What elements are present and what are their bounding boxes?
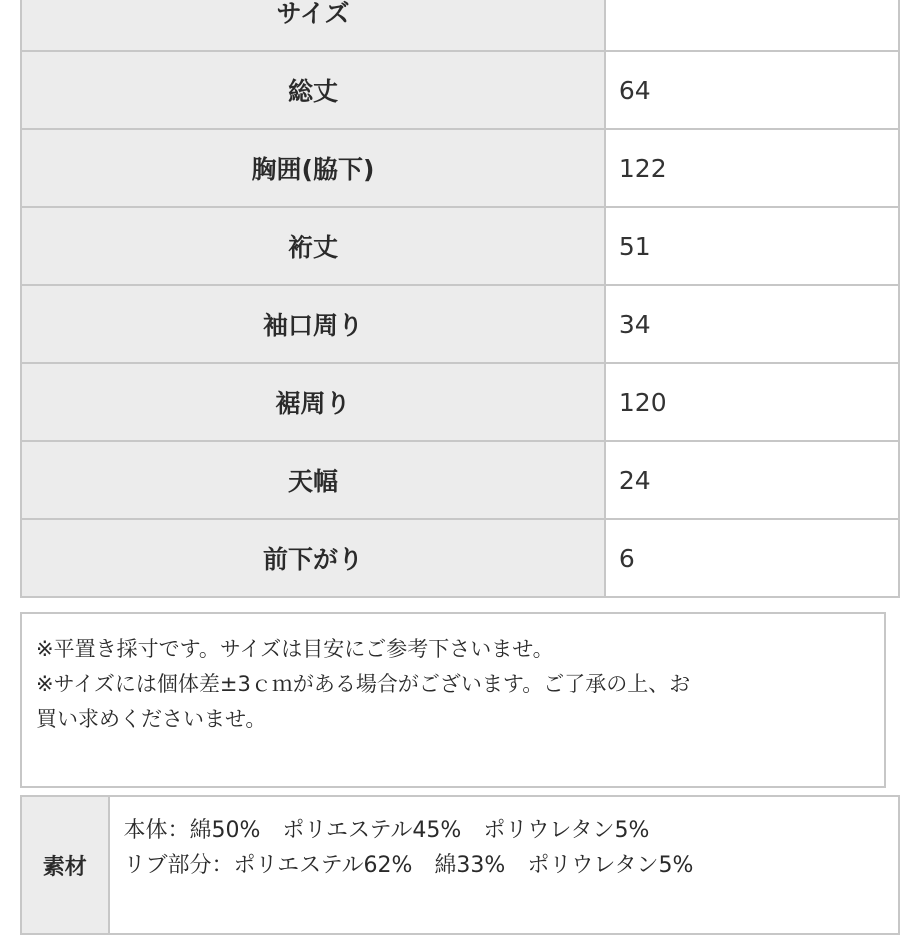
table-row xyxy=(21,51,899,129)
row-label: 裾周り xyxy=(21,363,605,441)
row-label: 天幅 xyxy=(21,441,605,519)
row-value: 51 xyxy=(605,207,899,285)
row-value: 24 xyxy=(605,441,899,519)
row-value: 120 xyxy=(605,363,899,441)
row-label: 胸囲(脇下) xyxy=(21,129,605,207)
row-value: 64 xyxy=(605,51,899,129)
table-row xyxy=(21,363,899,441)
row-label: 前下がり xyxy=(21,519,605,597)
notes-box xyxy=(20,612,886,788)
material-table xyxy=(20,795,900,935)
table-row xyxy=(21,207,899,285)
table-row xyxy=(21,285,899,363)
material-value xyxy=(109,796,899,934)
size-header-label: サイズ xyxy=(21,0,605,51)
row-label: 総丈 xyxy=(21,51,605,129)
table-row xyxy=(21,0,899,51)
table-row xyxy=(21,796,899,934)
size-table xyxy=(20,0,900,598)
table-row xyxy=(21,519,899,597)
material-label: 素材 xyxy=(21,796,109,934)
note-line: ※平置き採寸です。サイズは目安にご参考下さいませ。 xyxy=(36,637,554,661)
note-line: 買い求めくださいませ。 xyxy=(36,707,267,731)
material-line: 本体：綿50% ポリエステル45% ポリウレタン5% xyxy=(123,818,650,843)
note-line: ※サイズには個体差±3ｃｍがある場合がございます。ご了承の上、お xyxy=(36,672,691,696)
row-value: 34 xyxy=(605,285,899,363)
row-value: 122 xyxy=(605,129,899,207)
row-label: 裄丈 xyxy=(21,207,605,285)
material-line: リブ部分：ポリエステル62% 綿33% ポリウレタン5% xyxy=(123,853,694,878)
table-row xyxy=(21,441,899,519)
table-row xyxy=(21,129,899,207)
row-label: 袖口周り xyxy=(21,285,605,363)
size-header-value xyxy=(605,0,899,51)
row-value: 6 xyxy=(605,519,899,597)
